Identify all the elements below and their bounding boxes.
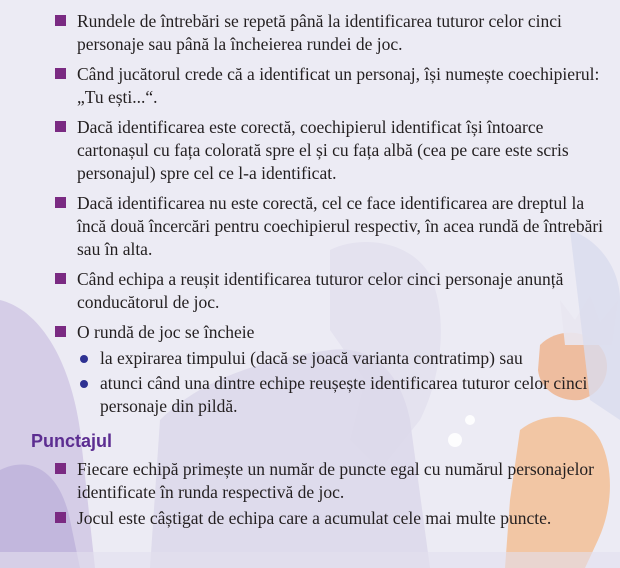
rules-list bbox=[55, 10, 610, 425]
section-heading: Punctajul bbox=[31, 431, 113, 451]
square-bullet-icon bbox=[55, 121, 66, 132]
sub-list-item: atunci când una dintre echipe reușește identificarea tuturor celor cinci personaje din pildă. bbox=[79, 372, 610, 418]
square-bullet-icon bbox=[55, 326, 66, 337]
scoring-list bbox=[55, 458, 610, 533]
square-bullet-icon bbox=[55, 68, 66, 79]
list-item: Când echipa a reușit identificarea tuturor celor cinci personaje anunță conducătorul de joc. bbox=[55, 268, 610, 314]
list-item: Jocul este câștigat de echipa care a acumulat cele mai multe puncte. bbox=[55, 507, 610, 530]
sub-list-item: la expirarea timpului (dacă se joacă varianta contratimp) sau bbox=[79, 347, 610, 370]
round-bullet-icon bbox=[80, 380, 88, 388]
list-item: Rundele de întrebări se repetă până la identificarea tuturor celor cinci personaje sau până la încheierea rundei de joc. bbox=[55, 10, 610, 56]
list-item: Dacă identificarea este corectă, coechipierul identificat își întoarce cartonașul cu fața colorată spre el și cu fața albă (cea pe care este scris personajul) spre cel ce l-a identificat. bbox=[55, 116, 610, 185]
square-bullet-icon bbox=[55, 197, 66, 208]
list-item: O rundă de joc se încheie la expirarea timpului (dacă se joacă varianta contratimp) sau atunci când una dintre echipe reușește identificarea tuturor celor cinci personaje din pildă. bbox=[55, 321, 610, 418]
list-item: Fiecare echipă primește un număr de puncte egal cu numărul personajelor identificate în runda respectivă de joc. bbox=[55, 458, 610, 504]
square-bullet-icon bbox=[55, 463, 66, 474]
round-end-conditions bbox=[79, 347, 610, 418]
round-bullet-icon bbox=[80, 355, 88, 363]
square-bullet-icon bbox=[55, 273, 66, 284]
square-bullet-icon bbox=[55, 512, 66, 523]
list-item: Dacă identificarea nu este corectă, cel ce face identificarea are dreptul la încă două încercări pentru coechipierul respectiv, în acea rundă de întrebări sau în alta. bbox=[55, 192, 610, 261]
square-bullet-icon bbox=[55, 15, 66, 26]
list-item: Când jucătorul crede că a identificat un personaj, își numește coechipierul: „Tu ești...“. bbox=[55, 63, 610, 109]
